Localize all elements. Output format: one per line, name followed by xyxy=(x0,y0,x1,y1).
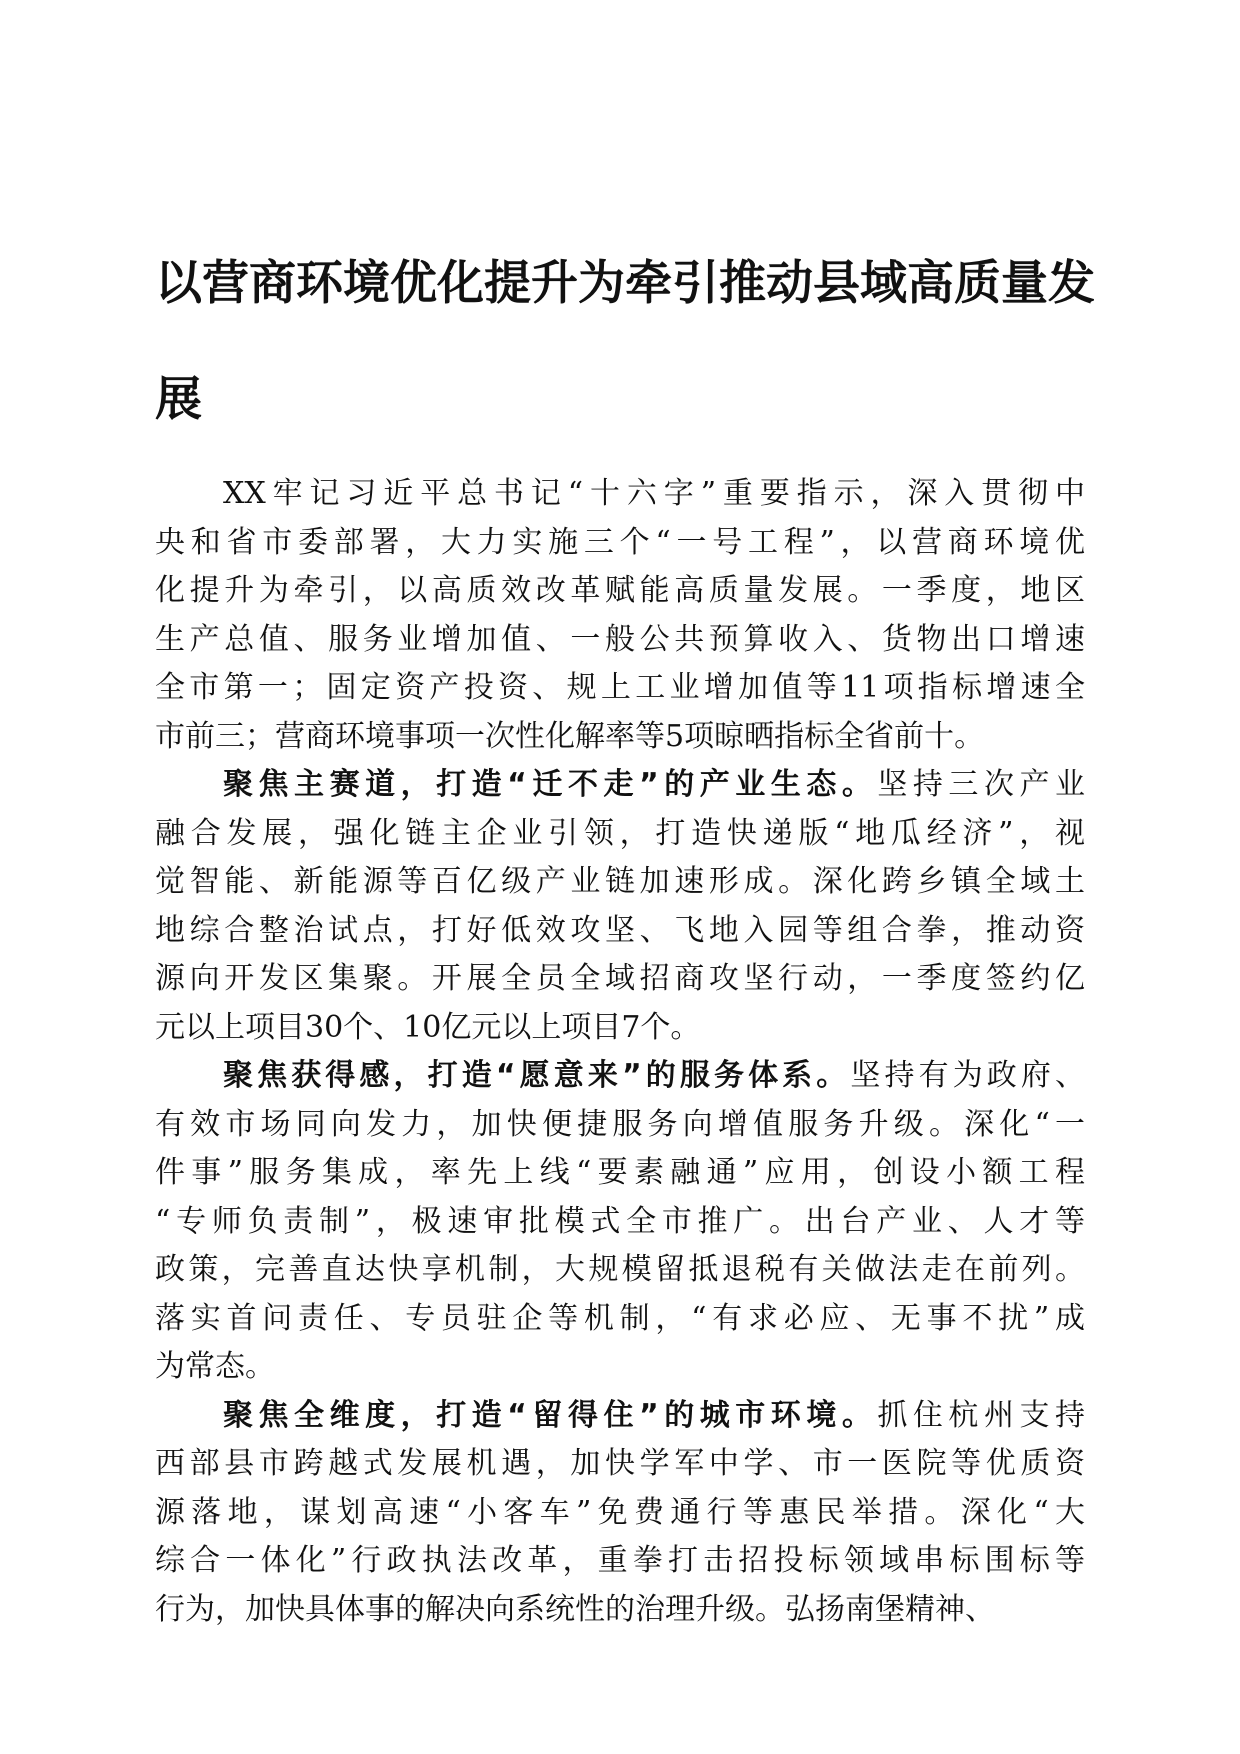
paragraph-2 xyxy=(155,761,1085,1052)
paragraph-lead-heading: 聚焦主赛道，打造“迁不走”的产业生态。 xyxy=(223,767,878,802)
title-line: 展 xyxy=(155,372,202,427)
paragraph-line: 综合一体化”行政执法改革，重拳打击招投标领域串标围标等 xyxy=(155,1543,1085,1578)
paragraph-line: 市前三；营商环境事项一次性化解率等5项晾晒指标全省前十。 xyxy=(155,718,985,754)
paragraph-line-text: 抓住杭州支持 xyxy=(877,1397,1086,1433)
paragraph-1 xyxy=(155,470,1085,761)
title-line: 以营商环境优化提升为牵引推动县域高质量发 xyxy=(155,256,1095,311)
paragraph-line-text: 坚持三次产业 xyxy=(877,767,1086,802)
paragraph-first-line xyxy=(155,761,1085,810)
paragraph-line-text: 坚持有为政府、 xyxy=(850,1058,1086,1093)
paragraph-line: 政策，完善直达快享机制，大规模留抵退税有关做法走在前列。 xyxy=(155,1252,1085,1287)
paragraph-line: 生产总值、服务业增加值、一般公共预算收入、货物出口增速 xyxy=(155,621,1085,657)
document-body xyxy=(155,470,1085,1634)
paragraph-line: 西部县市跨越式发展机遇，加快学军中学、市一医院等优质资 xyxy=(155,1446,1085,1481)
paragraph-lead-heading: 聚焦获得感，打造“愿意来”的服务体系。 xyxy=(223,1058,851,1093)
paragraph-line: 元以上项目30个、10亿元以上项目7个。 xyxy=(155,1009,701,1045)
paragraph-line: 源向开发区集聚。开展全员全域招商攻坚行动，一季度签约亿 xyxy=(155,961,1085,996)
paragraph-line: 化提升为牵引，以高质效改革赋能高质量发展。一季度，地区 xyxy=(155,573,1085,608)
paragraph-4 xyxy=(155,1392,1085,1635)
paragraph-line: 觉智能、新能源等百亿级产业链加速形成。深化跨乡镇全域土 xyxy=(155,864,1085,899)
paragraph-line: 件事”服务集成，率先上线“要素融通”应用，创设小额工程 xyxy=(155,1155,1085,1190)
paragraph-first-line xyxy=(155,1392,1085,1441)
paragraph-3 xyxy=(155,1052,1085,1392)
paragraph-line: 落实首问责任、专员驻企等机制，“有求必应、无事不扰”成 xyxy=(155,1300,1085,1336)
paragraph-lead-heading: 聚焦全维度，打造“留得住”的城市环境。 xyxy=(223,1397,878,1433)
paragraph-line: 为常态。 xyxy=(155,1349,275,1384)
paragraph-line: 源落地，谋划高速“小客车”免费通行等惠民举措。深化“大 xyxy=(155,1494,1085,1530)
paragraph-line: XX牢记习近平总书记“十六字”重要指示，深入贯彻中 xyxy=(223,476,1085,511)
document-title xyxy=(155,226,1095,458)
paragraph-line: 央和省市委部署，大力实施三个“一号工程”，以营商环境优 xyxy=(155,524,1085,560)
paragraph-line: 全市第一；固定资产投资、规上工业增加值等11项指标增速全 xyxy=(155,670,1085,705)
paragraph-line: 有效市场同向发力，加快便捷服务向增值服务升级。深化“一 xyxy=(155,1106,1085,1142)
paragraph-line: 融合发展，强化链主企业引领，打造快递版“地瓜经济”，视 xyxy=(155,815,1085,851)
paragraph-first-line xyxy=(155,1052,1085,1101)
paragraph-line: 地综合整治试点，打好低效攻坚、飞地入园等组合拳，推动资 xyxy=(155,912,1085,948)
paragraph-line: 行为，加快具体事的解决向系统性的治理升级。弘扬南堡精神、 xyxy=(155,1591,995,1627)
paragraph-line: “专师负责制”，极速审批模式全市推广。出台产业、人才等 xyxy=(155,1203,1085,1239)
